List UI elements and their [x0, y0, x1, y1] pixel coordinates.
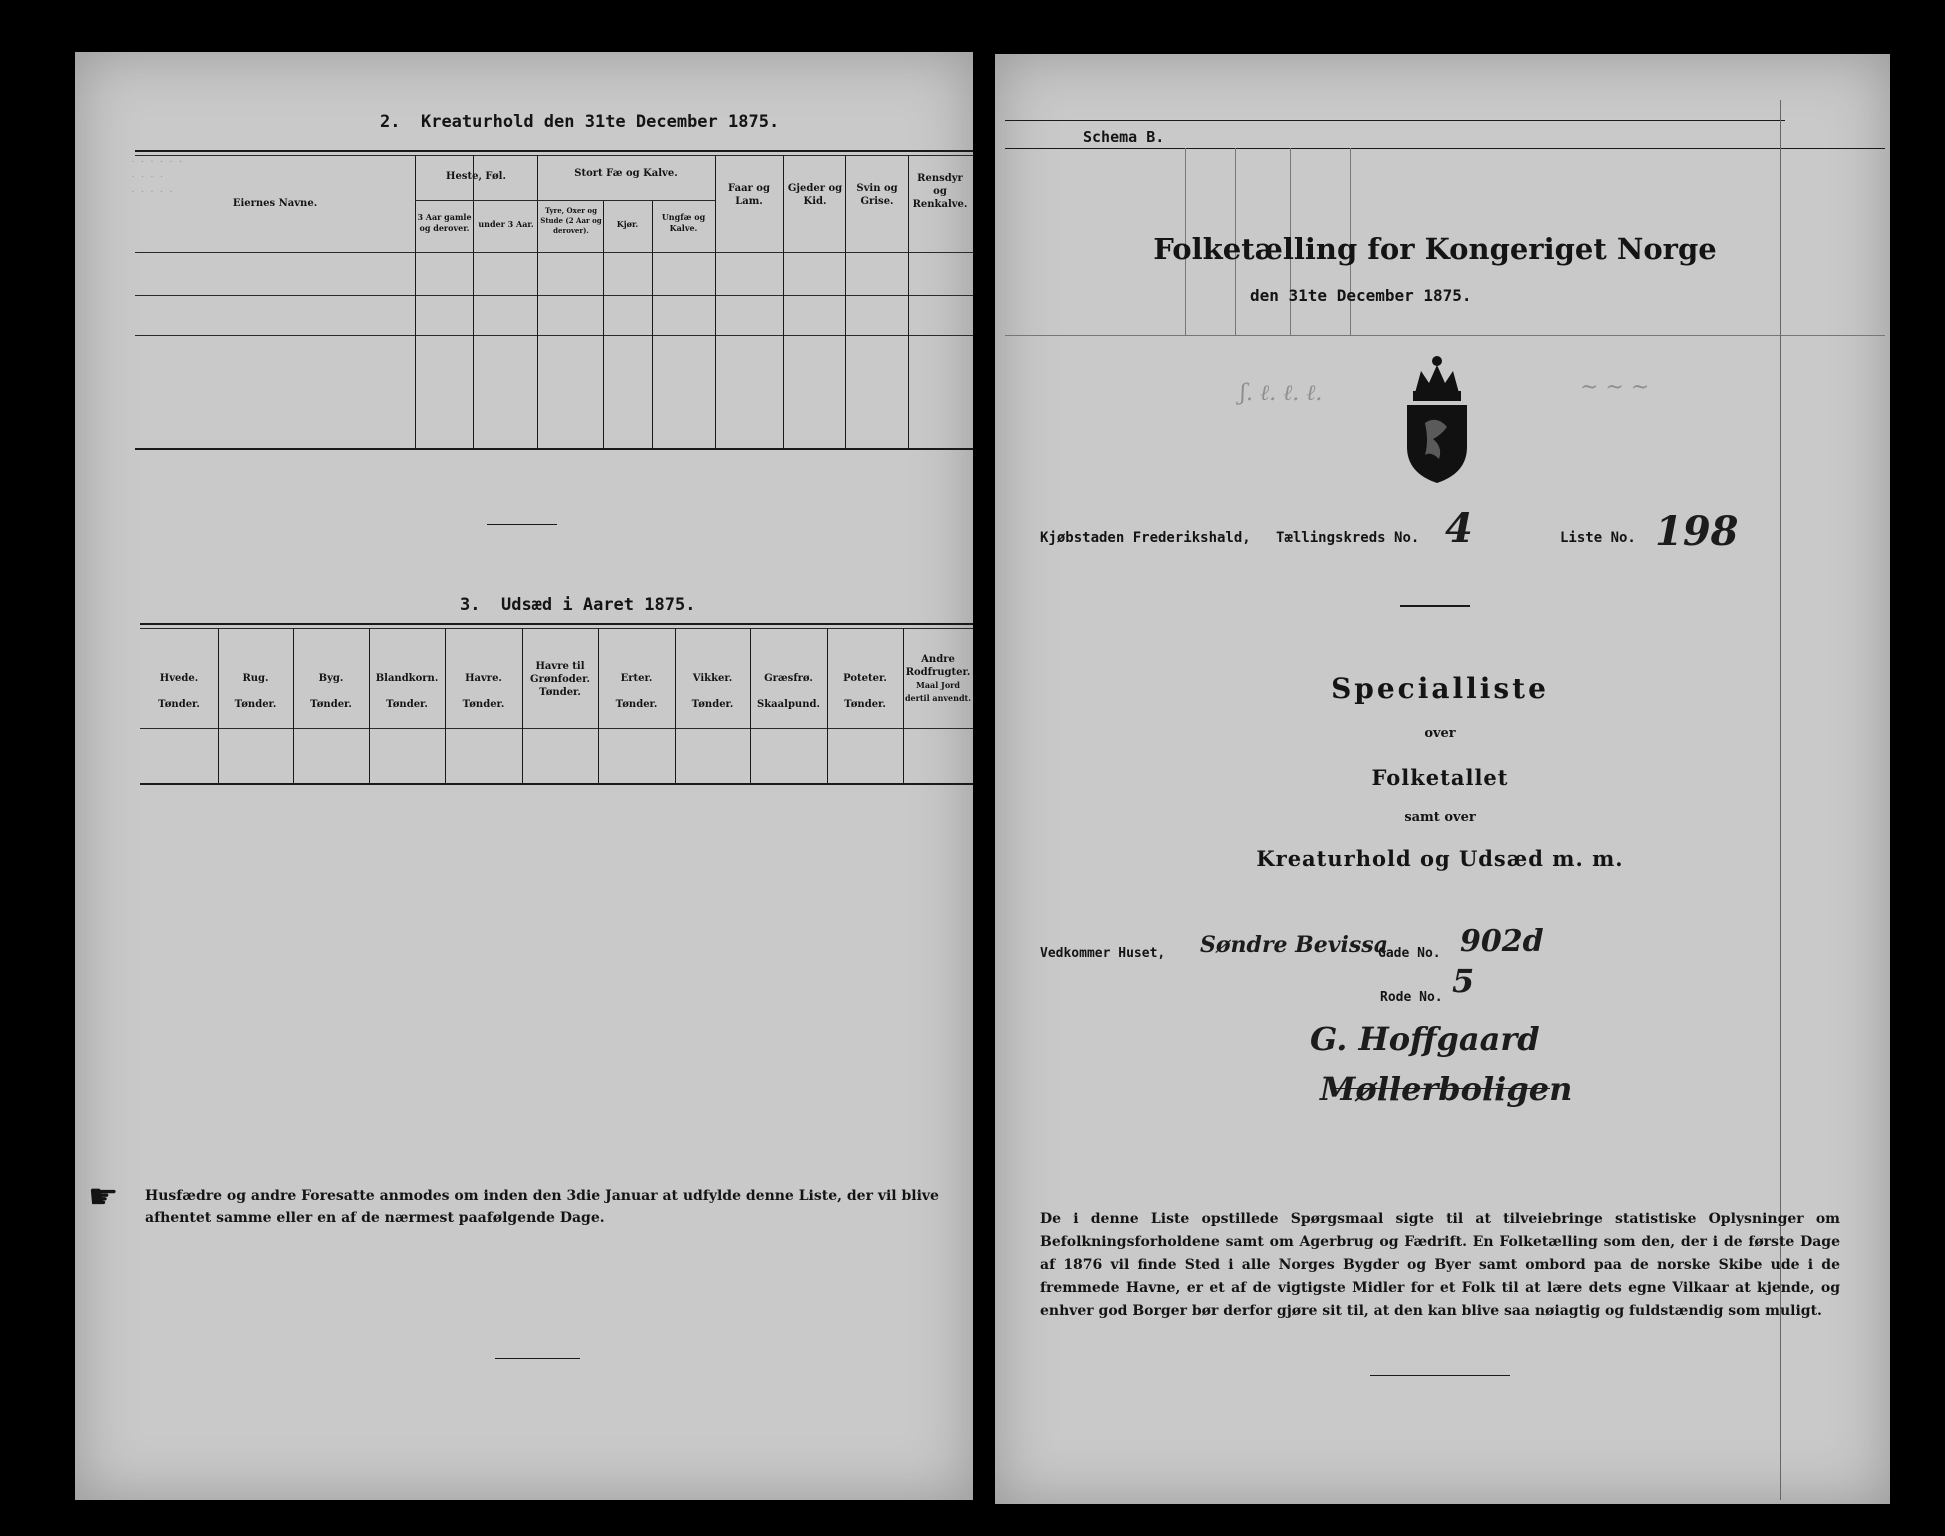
- section2-title: 2. Kreaturhold den 31te December 1875.: [380, 112, 780, 132]
- rode-label: Rode No.: [1380, 990, 1443, 1005]
- col-sheep: Faar og Lam.: [728, 183, 770, 207]
- text-samt-over: samt over: [1404, 810, 1476, 825]
- col-peas: Erter. Tønder.: [615, 673, 658, 710]
- col-reindeer: Rensdyr og Renkalve.: [912, 173, 968, 210]
- norwegian-coat-of-arms-icon: [1395, 335, 1480, 485]
- col-green-fodder: Havre til Grønfoder. Tønder.: [530, 661, 590, 698]
- notice-text: Husfædre og andre Foresatte anmodes om inden den 3die Januar at udfylde denne Liste, der vil blive afhentet samme eller en af de nærmest paafølgende Dage.: [145, 1188, 939, 1226]
- heading-specialliste: Specialliste: [1331, 672, 1549, 705]
- rode-number: 5: [1452, 962, 1475, 1000]
- district-line: Kjøbstaden Frederikshald, Tællingskreds No.: [1040, 530, 1420, 546]
- col-potatoes: Poteter. Tønder.: [843, 673, 887, 710]
- col-owner-names: Eiernes Navne.: [232, 198, 318, 209]
- col-horses: Heste, Føl.: [446, 171, 506, 182]
- col-bulls: Tyre, Oxer og Stude (2 Aar og derover).: [540, 206, 602, 235]
- col-other-roots: Andre Rodfrugter. Maal Jord dertil anvendt.: [904, 654, 972, 703]
- col-barley: Byg. Tønder.: [310, 673, 352, 710]
- divider: [1400, 605, 1470, 607]
- title-date: den 31te December 1875.: [1250, 286, 1472, 305]
- col-horses-under3: under 3 Aar.: [478, 219, 534, 229]
- house-label: Vedkommer Huset,: [1040, 946, 1166, 961]
- street-name: Søndre Bevissa: [1200, 932, 1388, 958]
- signature-name: G. Hoffgaard: [1310, 1020, 1540, 1058]
- col-cows: Kjør.: [616, 219, 639, 229]
- text-over: over: [1424, 726, 1456, 741]
- heading-folketallet: Folketallet: [1371, 765, 1509, 790]
- divider: [487, 524, 557, 525]
- gade-number: 902d: [1460, 924, 1544, 959]
- signature-underline: [1330, 1088, 1550, 1089]
- col-vetch: Vikker. Tønder.: [691, 673, 734, 710]
- col-rye: Rug. Tønder.: [234, 673, 277, 710]
- liste-number: 198: [1655, 508, 1739, 555]
- col-young-cattle: Ungfæ og Kalve.: [661, 212, 706, 233]
- kreds-number: 4: [1445, 505, 1473, 552]
- divider: [495, 1358, 580, 1359]
- bleed-through-handwriting: ʃ. ℓ. ℓ. ℓ.: [1240, 381, 1323, 406]
- bleed-through-handwriting: ~ ~ ~: [1580, 375, 1650, 400]
- col-mixed-grain: Blandkorn. Tønder.: [375, 673, 439, 710]
- schema-label: Schema B.: [1083, 128, 1165, 146]
- liste-label: Liste No.: [1560, 530, 1636, 546]
- col-oats: Havre. Tønder.: [462, 673, 505, 710]
- main-title: Folketælling for Kongeriget Norge: [1153, 232, 1717, 266]
- divider: [1370, 1375, 1510, 1376]
- pointing-hand-icon: ☛: [88, 1177, 119, 1217]
- col-cattle: Stort Fæ og Kalve.: [574, 168, 678, 179]
- signature-place: Møllerboligen: [1320, 1070, 1573, 1108]
- heading-kreaturhold: Kreaturhold og Udsæd m. m.: [1256, 846, 1624, 871]
- col-grass-seed: Græsfrø. Skaalpund.: [757, 673, 820, 710]
- col-wheat: Hvede. Tønder.: [158, 673, 200, 710]
- col-horses-3plus: 3 Aar gamle og derover.: [417, 212, 472, 233]
- col-pigs: Svin og Grise.: [856, 183, 898, 207]
- gade-label: Gade No.: [1378, 946, 1441, 961]
- col-goats: Gjeder og Kid.: [787, 183, 843, 207]
- bleed-through-text: · · · · · · · · · · · · · · ·: [131, 157, 183, 198]
- explanatory-paragraph: De i denne Liste opstillede Spørgsmaal sigte til at tilveiebringe statistiske Oplysninger om Befolkningsforholdene samt om Agerbrug og Fædrift. En Folketælling som den, der i de første Dage af 1876 vil finde Sted i alle Norges Bygder og Byer samt ombord paa de norske Skibe ude i de fremmede Havne, er et af de vigtigste Midler for et Folk til at lære dets egne Vilkaar at kjende, og enhver god Borger bør derfor gjøre sit til, at den kan blive saa nøiagtig og fuldstændig som muligt.: [1040, 1211, 1840, 1319]
- section3-title: 3. Udsæd i Aaret 1875.: [460, 595, 696, 615]
